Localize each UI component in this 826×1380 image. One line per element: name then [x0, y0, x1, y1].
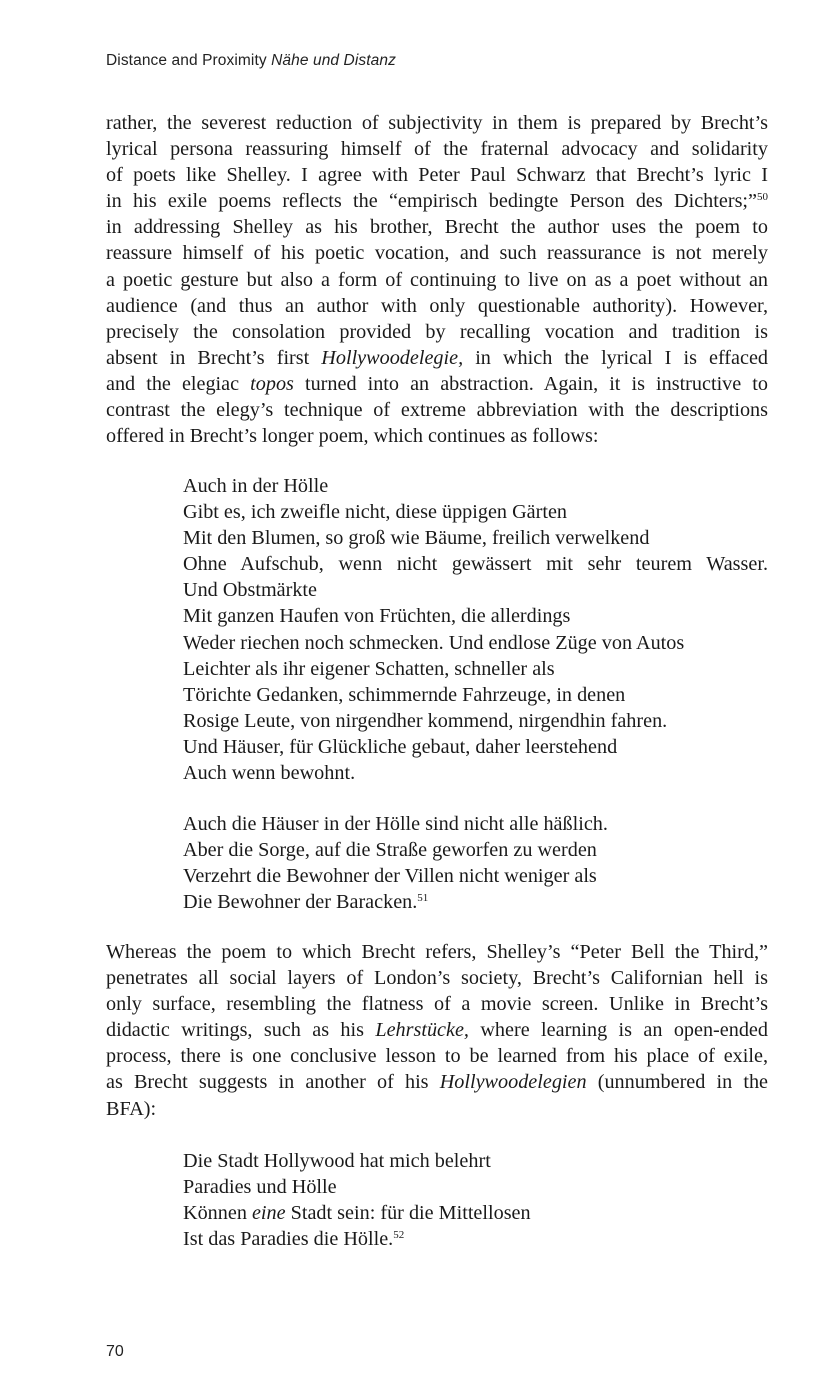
verse-line: Aber die Sorge, auf die Straße geworfen zu werden [183, 839, 597, 862]
italic-term: topos [250, 372, 294, 395]
line-text: as Brecht suggests in another of his [106, 1071, 440, 1094]
verse-line: Mit ganzen Haufen von Früchten, die allerdings [183, 605, 571, 628]
line-text: absent in Brecht’s first [106, 346, 322, 369]
paragraph-line: contrast the elegy’s technique of extreme abbreviation with the descriptions [106, 399, 768, 422]
paragraph-line [106, 188, 768, 214]
running-head [106, 52, 396, 70]
verse-line: Gibt es, ich zweifle nicht, diese üppigen Gärten [183, 501, 567, 524]
paragraph-line: BFA): [106, 1097, 157, 1120]
verse-line [183, 1226, 768, 1252]
verse-line: Und Obstmärkte [183, 579, 317, 602]
paragraph-line: Whereas the poem to which Brecht refers, Shelley’s “Peter Bell the Third,” [106, 941, 768, 963]
line-text: Die Bewohner der Baracken. [183, 891, 418, 914]
verse-line: Auch in der Hölle [183, 475, 329, 497]
work-title: Hollywoodelegie, [321, 346, 464, 369]
verse-line: Leichter als ihr eigener Schatten, schneller als [183, 657, 555, 680]
page-number: 70 [106, 1343, 124, 1360]
work-title: Lehrstücke, [375, 1019, 469, 1042]
footnote-ref-50: 50 [757, 191, 768, 204]
line-text: where learning is an open-ended [468, 1019, 768, 1042]
paragraph-line: lyrical persona reassuring himself of the fraternal advocacy and solidarity [106, 138, 768, 161]
running-head-title: Distance and Proximity [106, 52, 272, 69]
line-text: (unnumbered in the [586, 1071, 769, 1094]
line-text: Stadt sein: für die Mittellosen [285, 1202, 531, 1225]
verse-line: Mit den Blumen, so groß wie Bäume, freilich verwelkend [183, 527, 650, 550]
line-text: Ist das Paradies die Hölle. [183, 1228, 394, 1251]
line-text: in which the lyrical I is effaced [463, 346, 768, 369]
verse-line [183, 889, 768, 915]
paragraph-line: of poets like Shelley. I agree with Peter Paul Schwarz that Brecht’s lyric I [106, 164, 768, 187]
italic-word: eine [251, 1202, 286, 1225]
poem-2 [183, 1148, 768, 1252]
verse-line: Verzehrt die Bewohner der Villen nicht weniger als [183, 865, 597, 888]
paragraph-line: penetrates all social layers of London’s society, Brecht’s Californian hell is [106, 967, 768, 990]
paragraph-line: offered in Brecht’s longer poem, which continues as follows: [106, 425, 599, 448]
body-paragraph-1 [106, 110, 768, 449]
line-text: and the elegiac [106, 372, 251, 395]
paragraph-line: rather, the severest reduction of subjectivity in them is prepared by Brecht’s [106, 112, 768, 134]
verse-line: Törichte Gedanken, schimmernde Fahrzeuge, in denen [183, 683, 626, 706]
paragraph-line [106, 1017, 768, 1043]
poem-1-stanza-2 [183, 811, 768, 915]
verse-line: Auch wenn bewohnt. [183, 762, 356, 785]
paragraph-line: audience (and thus an author with only questionable authority). However, [106, 294, 768, 317]
verse-line: Auch die Häuser in der Hölle sind nicht alle häßlich. [183, 813, 608, 835]
verse-line: Paradies und Hölle [183, 1176, 337, 1199]
paragraph-line [106, 1069, 768, 1095]
body-paragraph-2 [106, 939, 768, 1122]
verse-line: Die Stadt Hollywood hat mich belehrt [183, 1150, 491, 1172]
paragraph-line: a poetic gesture but also a form of continuing to live on as a poet without an [106, 268, 768, 291]
footnote-ref-52: 52 [393, 1229, 405, 1242]
line-text: in his exile poems reflects the “empirisch bedingte Person des Dichters;” [106, 190, 757, 213]
verse-line: Rosige Leute, von nirgendher kommend, nirgendhin fahren. [183, 709, 668, 732]
paragraph-line [106, 345, 768, 371]
running-head-subtitle: Nähe und Distanz [271, 52, 396, 69]
line-text: Können [183, 1202, 252, 1225]
poem-1-stanza-1 [183, 473, 768, 786]
verse-line: Weder riechen noch schmecken. Und endlose Züge von Autos [183, 631, 685, 654]
verse-line: Und Häuser, für Glückliche gebaut, daher leerstehend [183, 735, 618, 758]
paragraph-line: in addressing Shelley as his brother, Brecht the author uses the poem to [106, 216, 768, 239]
verse-line [183, 1200, 768, 1226]
line-text: turned into an abstraction. Again, it is instructive to [293, 372, 768, 395]
paragraph-line: only surface, resembling the flatness of a movie screen. Unlike in Brecht’s [106, 993, 768, 1016]
footnote-ref-51: 51 [417, 892, 429, 905]
paragraph-line: precisely the consolation provided by recalling vocation and tradition is [106, 320, 768, 343]
paragraph-line: process, there is one conclusive lesson to be learned from his place of exile, [106, 1045, 768, 1068]
paragraph-line [106, 371, 768, 397]
line-text: didactic writings, such as his [106, 1019, 376, 1042]
work-title: Hollywoodelegien [439, 1071, 587, 1094]
paragraph-line: reassure himself of his poetic vocation, and such reassurance is not merely [106, 242, 768, 265]
verse-line: Ohne Aufschub, wenn nicht gewässert mit sehr teurem Wasser. [183, 553, 768, 576]
